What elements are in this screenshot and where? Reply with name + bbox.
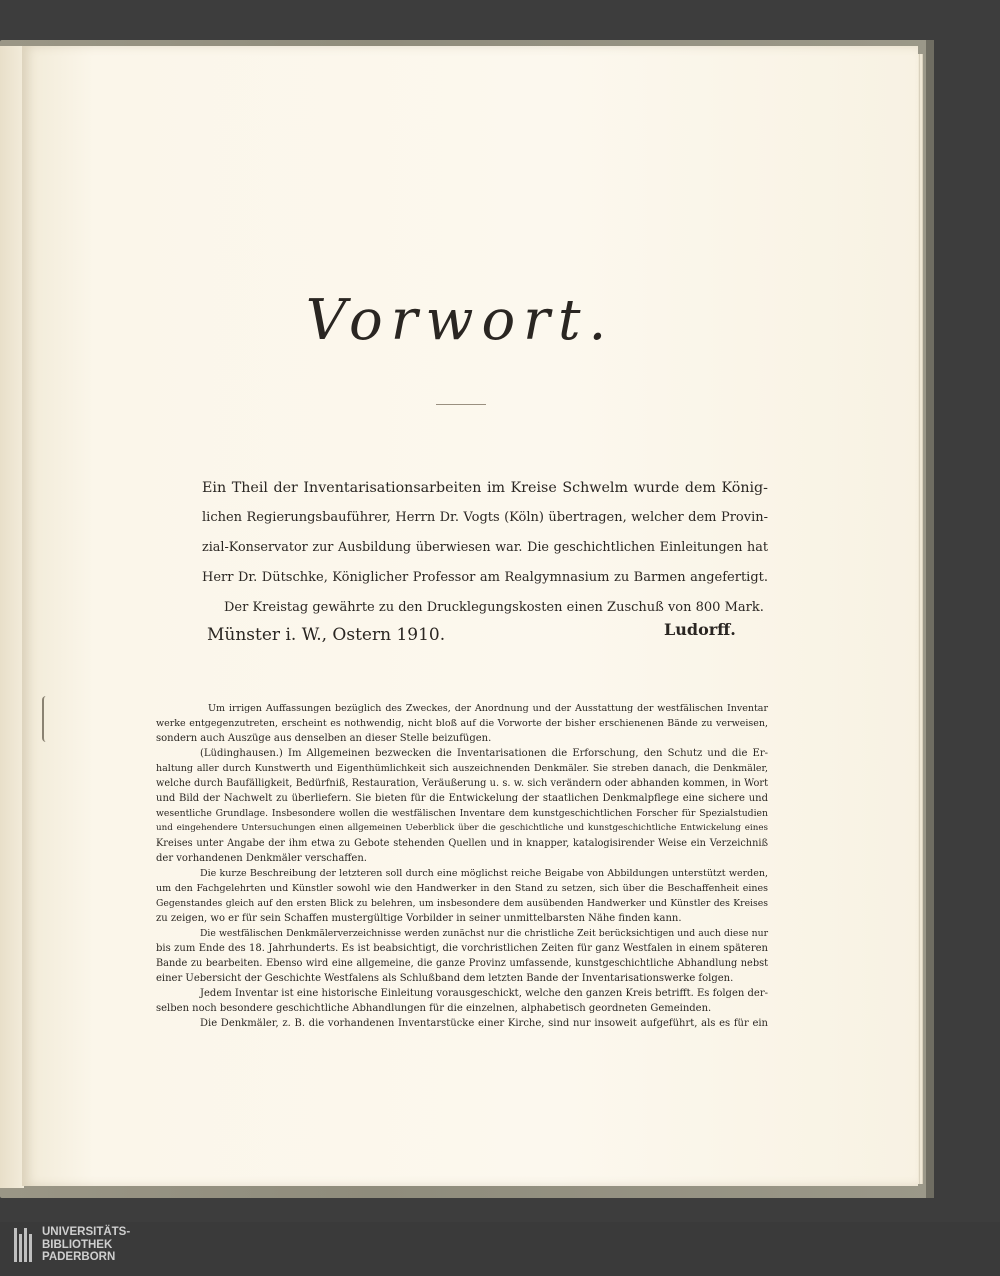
note-line: und eingehendere Untersuchungen einen allgemeinen Ueberblick über die geschichtliche und kunstgeschichtliche Entwickelung eines bbox=[156, 823, 768, 833]
note-line: einer Uebersicht der Geschichte Westfalens als Schlußband dem letzten Bande der Inventarisationswerke folgen. bbox=[156, 973, 734, 984]
note-line: wesentliche Grundlage. Insbesondere wollen die westfälischen Inventare dem kunstgeschichtlichen Forscher für Spezialstudien bbox=[156, 808, 768, 819]
preface-line: zial-Konservator zur Ausbildung überwiesen war. Die geschichtlichen Einleitungen hat bbox=[202, 540, 768, 555]
note-line: Um irrigen Auffassungen bezüglich des Zweckes, der Anordnung und der Ausstattung der westfälischen Inventar bbox=[208, 703, 768, 714]
note-line: Bande zu bearbeiten. Ebenso wird eine allgemeine, die ganze Provinz umfassende, kunstgeschichtliche Abhandlung nebst bbox=[156, 958, 768, 969]
note-line: Die kurze Beschreibung der letzteren soll durch eine möglichst reiche Beigabe von Abbildungen unterstützt werden, bbox=[200, 868, 768, 879]
note-line: werke entgegenzutreten, erscheint es nothwendig, nicht bloß auf die Vorworte der bisher erschienenen Bände zu verweisen, bbox=[156, 718, 768, 729]
page-title: Vorwort. bbox=[305, 288, 615, 353]
note-line: selben noch besondere geschichtliche Abhandlungen für die einzelnen, alphabetisch geordneten Gemeinden. bbox=[156, 1003, 712, 1014]
preface-line: Herr Dr. Dütschke, Königlicher Professor am Realgymnasium zu Barmen angefertigt. bbox=[202, 570, 768, 585]
note-line: zu zeigen, wo er für sein Schaffen mustergültige Vorbilder in seiner unmittelbarsten Nähe finden kann. bbox=[156, 913, 682, 924]
cover-edge bbox=[926, 40, 934, 1198]
preface-line: Ein Theil der Inventarisationsarbeiten im Kreise Schwelm wurde dem König- bbox=[202, 480, 768, 496]
preface-line: Der Kreistag gewährte zu den Drucklegungskosten einen Zuschuß von 800 Mark. bbox=[224, 600, 764, 615]
note-line: Gegenstandes gleich auf den ersten Blick zu belehren, um insbesondere dem ausübenden Handwerker und Künstler des Kreises bbox=[156, 898, 768, 909]
footer-bar bbox=[0, 1222, 1000, 1276]
note-line: welche durch Baufälligkeit, Bedürfniß, Restauration, Veräußerung u. s. w. sich verändern oder abhanden kommen, in Wort bbox=[156, 778, 768, 789]
place-date: Münster i. W., Ostern 1910. bbox=[207, 625, 446, 645]
title-divider bbox=[436, 404, 486, 405]
logo-line: UNIVERSITÄTS- bbox=[42, 1226, 131, 1238]
note-line: bis zum Ende des 18. Jahrhunderts. Es ist beabsichtigt, die vorchristlichen Zeiten für ganz Westfalen in einem späteren bbox=[156, 943, 768, 954]
note-line: Die westfälischen Denkmälerverzeichnisse werden zunächst nur die christliche Zeit berücksichtigen und auch diese nur bbox=[200, 928, 768, 939]
note-line: Kreises unter Angabe der ihm etwa zu Gebote stehenden Quellen und in knapper, katalogisirender Weise ein Verzeichniß bbox=[156, 838, 768, 849]
note-line: der vorhandenen Denkmäler verschaffen. bbox=[156, 853, 367, 864]
note-line: haltung aller durch Kunstwerth und Eigenthümlichkeit sich auszeichnenden Denkmäler. Sie streben danach, die Denkmäler, bbox=[156, 763, 768, 774]
left-page-edge bbox=[0, 46, 24, 1188]
preface-line: lichen Regierungsbauführer, Herrn Dr. Vogts (Köln) übertragen, welcher dem Provin- bbox=[202, 510, 768, 525]
binding-thread bbox=[42, 696, 52, 742]
library-logo-icon bbox=[14, 1228, 34, 1262]
note-line: sondern auch Auszüge aus denselben an dieser Stelle beizufügen. bbox=[156, 733, 492, 744]
note-line: um den Fachgelehrten und Künstler sowohl wie den Handwerker in den Stand zu setzen, sich über die Beschaffenheit eines bbox=[156, 883, 768, 894]
note-line: und Bild der Nachwelt zu überliefern. Sie bieten für die Entwickelung der staatlichen Denkmalpflege eine sichere und bbox=[156, 793, 768, 804]
note-line: Die Denkmäler, z. B. die vorhandenen Inventarstücke einer Kirche, sind nur insoweit aufgeführt, als es für ein bbox=[200, 1018, 768, 1029]
note-line: Jedem Inventar ist eine historische Einleitung vorausgeschickt, welche den ganzen Kreis betrifft. Es folgen der- bbox=[200, 988, 768, 999]
library-logo-text bbox=[42, 1226, 130, 1264]
logo-line: BIBLIOTHEK bbox=[42, 1238, 113, 1251]
signature: Ludorff. bbox=[664, 620, 736, 639]
logo-line: PADERBORN bbox=[42, 1251, 116, 1263]
note-line: (Lüdinghausen.) Im Allgemeinen bezwecken die Inventarisationen die Erforschung, den Schutz und die Er- bbox=[200, 748, 768, 759]
